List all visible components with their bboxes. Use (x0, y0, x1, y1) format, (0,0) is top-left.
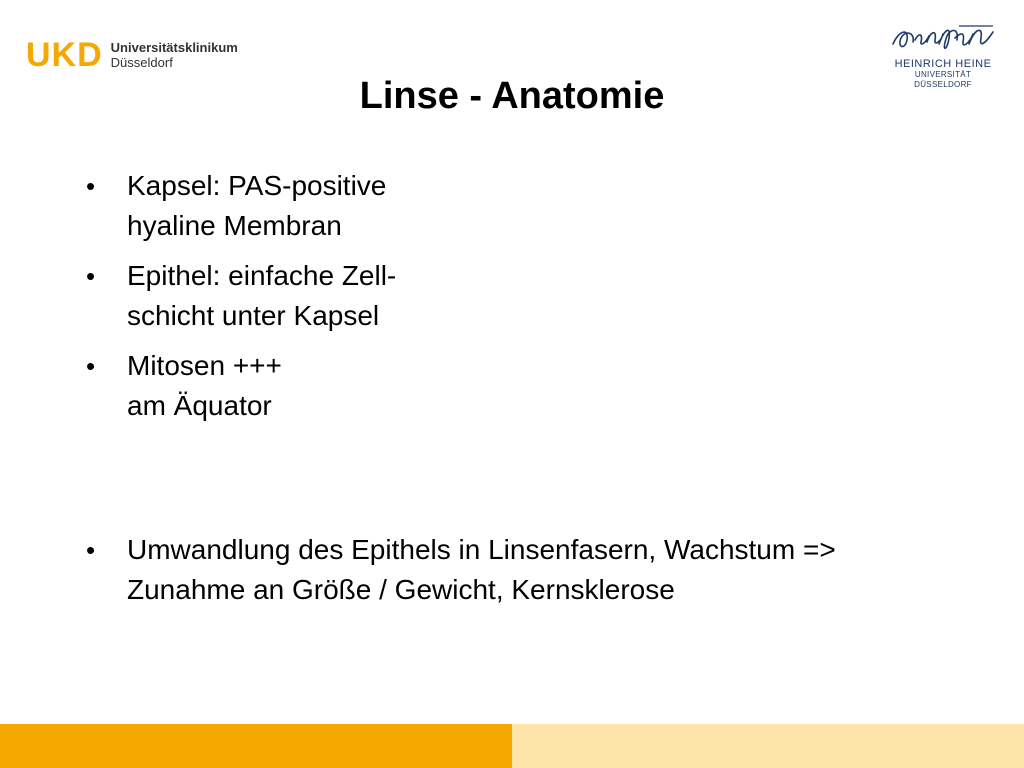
ukd-logo-line1: Universitätsklinikum (110, 40, 238, 55)
footer-bar-left (0, 724, 512, 768)
hhu-logo-name: HEINRICH HEINE (894, 58, 992, 70)
bullet-item (86, 166, 966, 246)
bullet-text-line2: schicht unter Kapsel (127, 300, 380, 331)
bullet-glyph: • (86, 261, 96, 291)
hhu-logo-university: UNIVERSITÄT DÜSSELDORF (914, 70, 972, 89)
bullet-text-line1: Kapsel: PAS-positive (127, 170, 387, 201)
bullet-text-line2: Zunahme an Größe / Gewicht, Kernsklerose (127, 574, 675, 605)
bullet-item (86, 346, 966, 426)
bullet-text-line1: Epithel: einfache Zell- (127, 260, 397, 291)
bullet-glyph: • (86, 535, 96, 565)
ukd-logo-mark: UKD (26, 36, 103, 74)
bullet-text-line2: hyaline Membran (127, 210, 342, 241)
bullet-glyph: • (86, 171, 96, 201)
footer-bar-right (512, 724, 1024, 768)
slide-title: Linse - Anatomie (359, 75, 665, 117)
footer-bar (0, 724, 1024, 768)
ukd-logo-text (111, 40, 238, 70)
ukd-logo (26, 38, 238, 72)
bullet-text-line1: Mitosen +++ (127, 350, 282, 381)
signature-icon (889, 22, 997, 56)
bullet-text-line1: Umwandlung des Epithels in Linsenfasern, Wachstum => (127, 534, 836, 565)
ukd-logo-line2: Düsseldorf (110, 55, 173, 70)
bullet-text-line2: am Äquator (127, 390, 272, 421)
bullet-list (86, 166, 966, 620)
bullet-glyph: • (86, 351, 96, 381)
bullet-item (86, 530, 966, 610)
bullet-item (86, 256, 966, 336)
